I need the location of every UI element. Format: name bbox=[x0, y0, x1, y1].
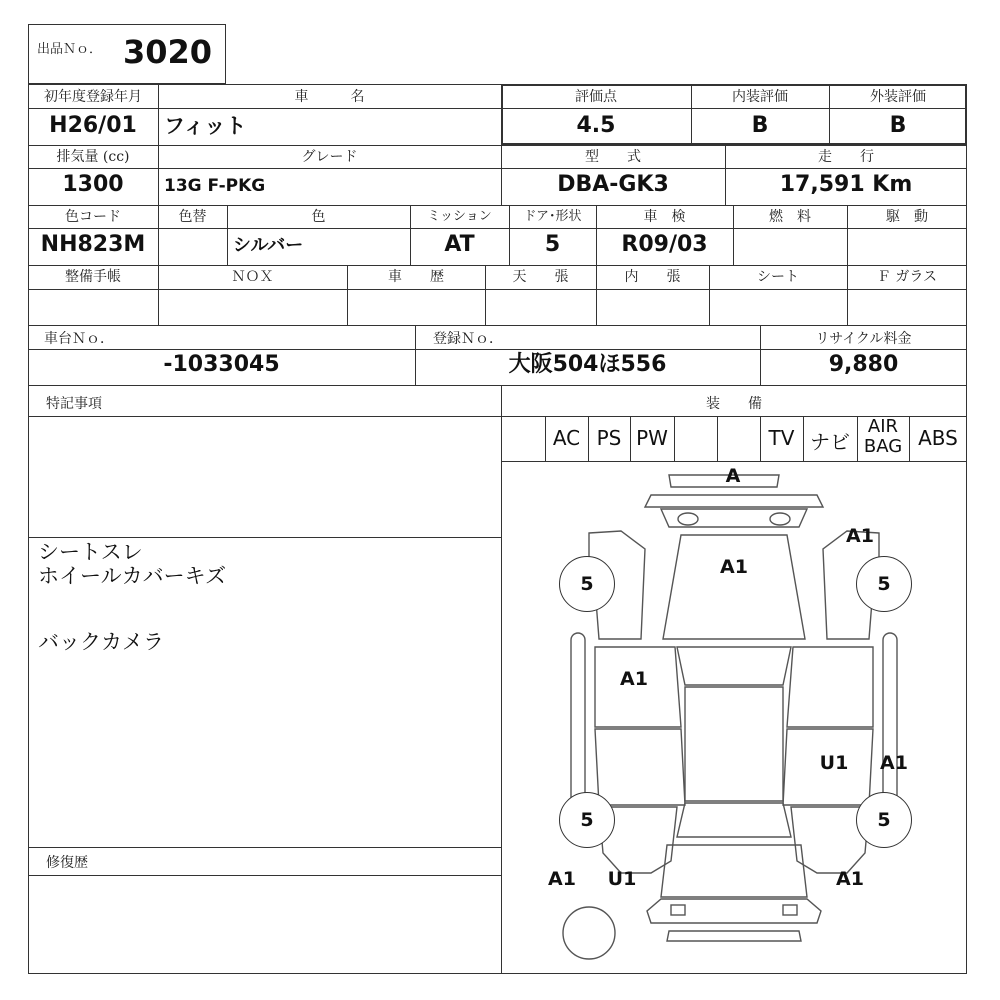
reg-date-value: H26/01 bbox=[49, 113, 137, 138]
damage-mark: A1 bbox=[846, 525, 874, 547]
doors-value: 5 bbox=[544, 232, 561, 257]
equipment-ac: AC bbox=[552, 426, 581, 450]
equipment-pw: PW bbox=[636, 426, 668, 450]
doors-label: ドア･形状 bbox=[523, 209, 582, 224]
damage-mark: U1 bbox=[607, 868, 637, 890]
car-diagram bbox=[501, 461, 967, 974]
equipment-airbag: AIR BAG bbox=[863, 416, 903, 457]
damage-mark: A1 bbox=[548, 868, 576, 890]
reg-date-label: 初年度登録年月 bbox=[44, 89, 142, 105]
notes-title: 特記事項 bbox=[46, 396, 102, 412]
exterior-label: 外装評価 bbox=[870, 89, 926, 105]
plate-value: 大阪504ほ556 bbox=[508, 352, 667, 377]
chassis-value: -1033045 bbox=[163, 352, 280, 377]
fuel-label: 燃 料 bbox=[769, 209, 811, 225]
lot-number-value: 3020 bbox=[123, 33, 213, 71]
lot-number-label: 出品Ｎｏ． bbox=[37, 42, 103, 57]
nox-label: ＮＯＸ bbox=[231, 269, 274, 285]
score-label: 評価点 bbox=[575, 89, 617, 105]
recycle-value: 9,880 bbox=[828, 352, 899, 377]
damage-mark: A1 bbox=[620, 668, 648, 690]
color-value: シルバー bbox=[233, 235, 304, 256]
note-line: バックカメラ bbox=[38, 630, 164, 654]
mileage-value: 17,591 Km bbox=[779, 172, 913, 197]
chassis-label: 車台Ｎｏ． bbox=[44, 331, 114, 347]
note-line: ホイールカバーキズ bbox=[38, 564, 227, 588]
color-change-label: 色替 bbox=[178, 209, 207, 225]
equipment-tv: TV bbox=[768, 426, 795, 450]
drive-label: 駆 動 bbox=[886, 209, 928, 225]
grade-label: グレード bbox=[301, 149, 358, 165]
inspection-label: 車 検 bbox=[643, 209, 686, 225]
mission-value: AT bbox=[444, 232, 475, 257]
exterior-value: B bbox=[889, 113, 907, 138]
recycle-label: リサイクル料金 bbox=[815, 331, 912, 347]
interior-value: B bbox=[751, 113, 769, 138]
tire-front-left: 5 bbox=[559, 556, 615, 612]
color-code-label: 色コード bbox=[65, 209, 121, 225]
inspection-value: R09/03 bbox=[621, 232, 708, 257]
interior-label: 内装評価 bbox=[732, 89, 788, 105]
notes-content bbox=[38, 540, 226, 654]
damage-mark: A1 bbox=[880, 752, 908, 774]
seat-label: シート bbox=[757, 269, 799, 285]
color-code-value: NH823M bbox=[40, 232, 146, 257]
front-glass-label: Ｆ ガラス bbox=[876, 269, 938, 285]
repair-history-title: 修復歴 bbox=[46, 855, 88, 871]
note-line: シートスレ bbox=[38, 540, 143, 564]
equipment-ps: PS bbox=[596, 426, 622, 450]
color-label: 色 bbox=[311, 209, 326, 225]
history-label: 車 歴 bbox=[388, 269, 444, 285]
displacement-value: 1300 bbox=[62, 172, 124, 197]
maintenance-book-label: 整備手帳 bbox=[65, 269, 121, 285]
note-line bbox=[38, 588, 226, 630]
equipment-title: 装 備 bbox=[706, 396, 762, 412]
tire-rear-left: 5 bbox=[559, 792, 615, 848]
model-label: 型 式 bbox=[585, 149, 641, 165]
interior-trim-label: 内 張 bbox=[624, 269, 681, 285]
grade-value: 13G F-PKG bbox=[164, 176, 266, 196]
tire-front-right: 5 bbox=[856, 556, 912, 612]
equipment-navi: ナビ bbox=[810, 430, 850, 454]
car-name-label: 車 名 bbox=[294, 89, 365, 105]
car-name-value: フィット bbox=[164, 114, 247, 138]
tire-rear-right: 5 bbox=[856, 792, 912, 848]
equipment-abs: ABS bbox=[918, 426, 958, 450]
mission-label: ミッション bbox=[427, 209, 492, 224]
mileage-label: 走 行 bbox=[818, 149, 874, 165]
damage-mark: A1 bbox=[836, 868, 864, 890]
lot-number-box bbox=[28, 24, 226, 84]
model-value: DBA-GK3 bbox=[557, 172, 669, 197]
plate-label: 登録Ｎｏ． bbox=[433, 331, 503, 347]
damage-mark: A1 bbox=[720, 556, 748, 578]
headliner-label: 天 張 bbox=[512, 269, 569, 285]
score-value: 4.5 bbox=[576, 113, 616, 138]
displacement-label: 排気量 (cc) bbox=[56, 149, 130, 165]
damage-mark: U1 bbox=[819, 752, 849, 774]
damage-mark: A bbox=[725, 465, 741, 487]
